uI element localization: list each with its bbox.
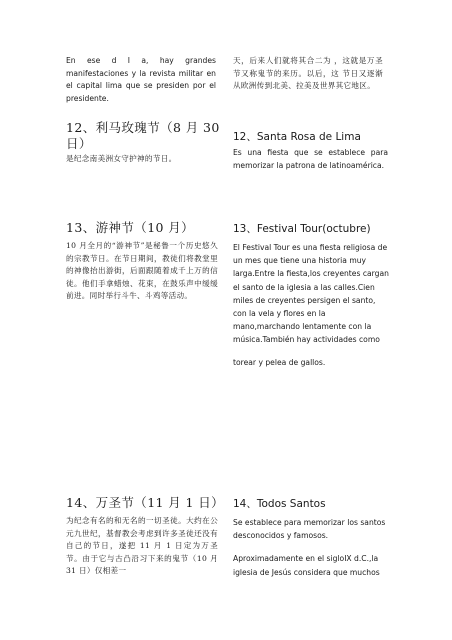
right-top-block	[233, 55, 383, 93]
right-top-text-zh: 天，后来人们就将其合二为 ，这就是万圣节又称鬼节的来历。以后，这 节日又逐渐从欧洲传到北美、拉美及世界其它地区。	[233, 56, 383, 91]
left-section-13	[66, 220, 218, 303]
left-intro-block	[66, 55, 216, 105]
section-13-heading-zh: 13、游神节（10 月）	[66, 220, 195, 235]
section-12-text-zh: 是纪念南美洲女守护神的节日。	[66, 154, 177, 163]
section-14-heading-zh: 14、万圣节（11 月 1 日）	[66, 495, 225, 510]
right-section-14	[233, 497, 389, 579]
left-section-12	[66, 120, 221, 166]
section-13-text-zh: 10 月全月的“游神节”是秘鲁一个历史悠久的宗教节日。在节日期间，教徒们将教堂里的神像抬出游街，后面跟随着成千上万的信徒。他们手拿蜡烛、花束，在鼓乐声中缓缓前进。同时举行斗牛、斗鸡等活动。	[66, 241, 218, 301]
section-13-text-es-cont: torear y pelea de gallos.	[233, 357, 326, 367]
section-13-text-es: El Festival Tour es una fiesta religiosa de un mes que tiene una historia muy larga.Entre la fiesta,los creyentes cargan el santo de la iglesia a las calles.Cien miles de creyentes persigen el santo, con la vela y flores en la mano,marchando lentamente con la música.También hay actividades como	[233, 243, 389, 345]
section-12-text-es: Es una fiesta que se establece para memorizar la patrona de latinoamérica.	[233, 148, 388, 170]
section-12-heading-es: 12、Santa Rosa de Lima	[233, 131, 361, 143]
section-14-heading-es: 14、Todos Santos	[233, 498, 326, 510]
section-12-heading-zh: 12、利马玫瑰节（8 月 30 日）	[66, 120, 220, 151]
section-14-text-es: Se establece para memorizar los santos desconocidos y famosos.	[233, 518, 386, 541]
section-14-text-zh: 为纪念有名的和无名的一切圣徒。大约在公元九世纪，基督教会考虑到许多圣徒还没有自己的节日，遂把 11 月 1 日定为万圣节。由于它与古凸沿习下来的鬼节（10 月 31 日）仅相差一	[66, 516, 218, 576]
right-section-13	[233, 222, 389, 369]
left-section-14	[66, 495, 225, 578]
intro-paragraph: En ese d I a, hay grandes manifestaciones y la revista militar en el capital lima que se presiden por el presidente.	[66, 56, 216, 103]
section-14-text-es-2: Aproximadamente en el sigloIX d.C.,la iglesia de Jesús considera que muchos	[233, 554, 380, 577]
right-section-12	[233, 130, 388, 172]
section-13-heading-es: 13、Festival Tour(octubre)	[233, 223, 371, 235]
